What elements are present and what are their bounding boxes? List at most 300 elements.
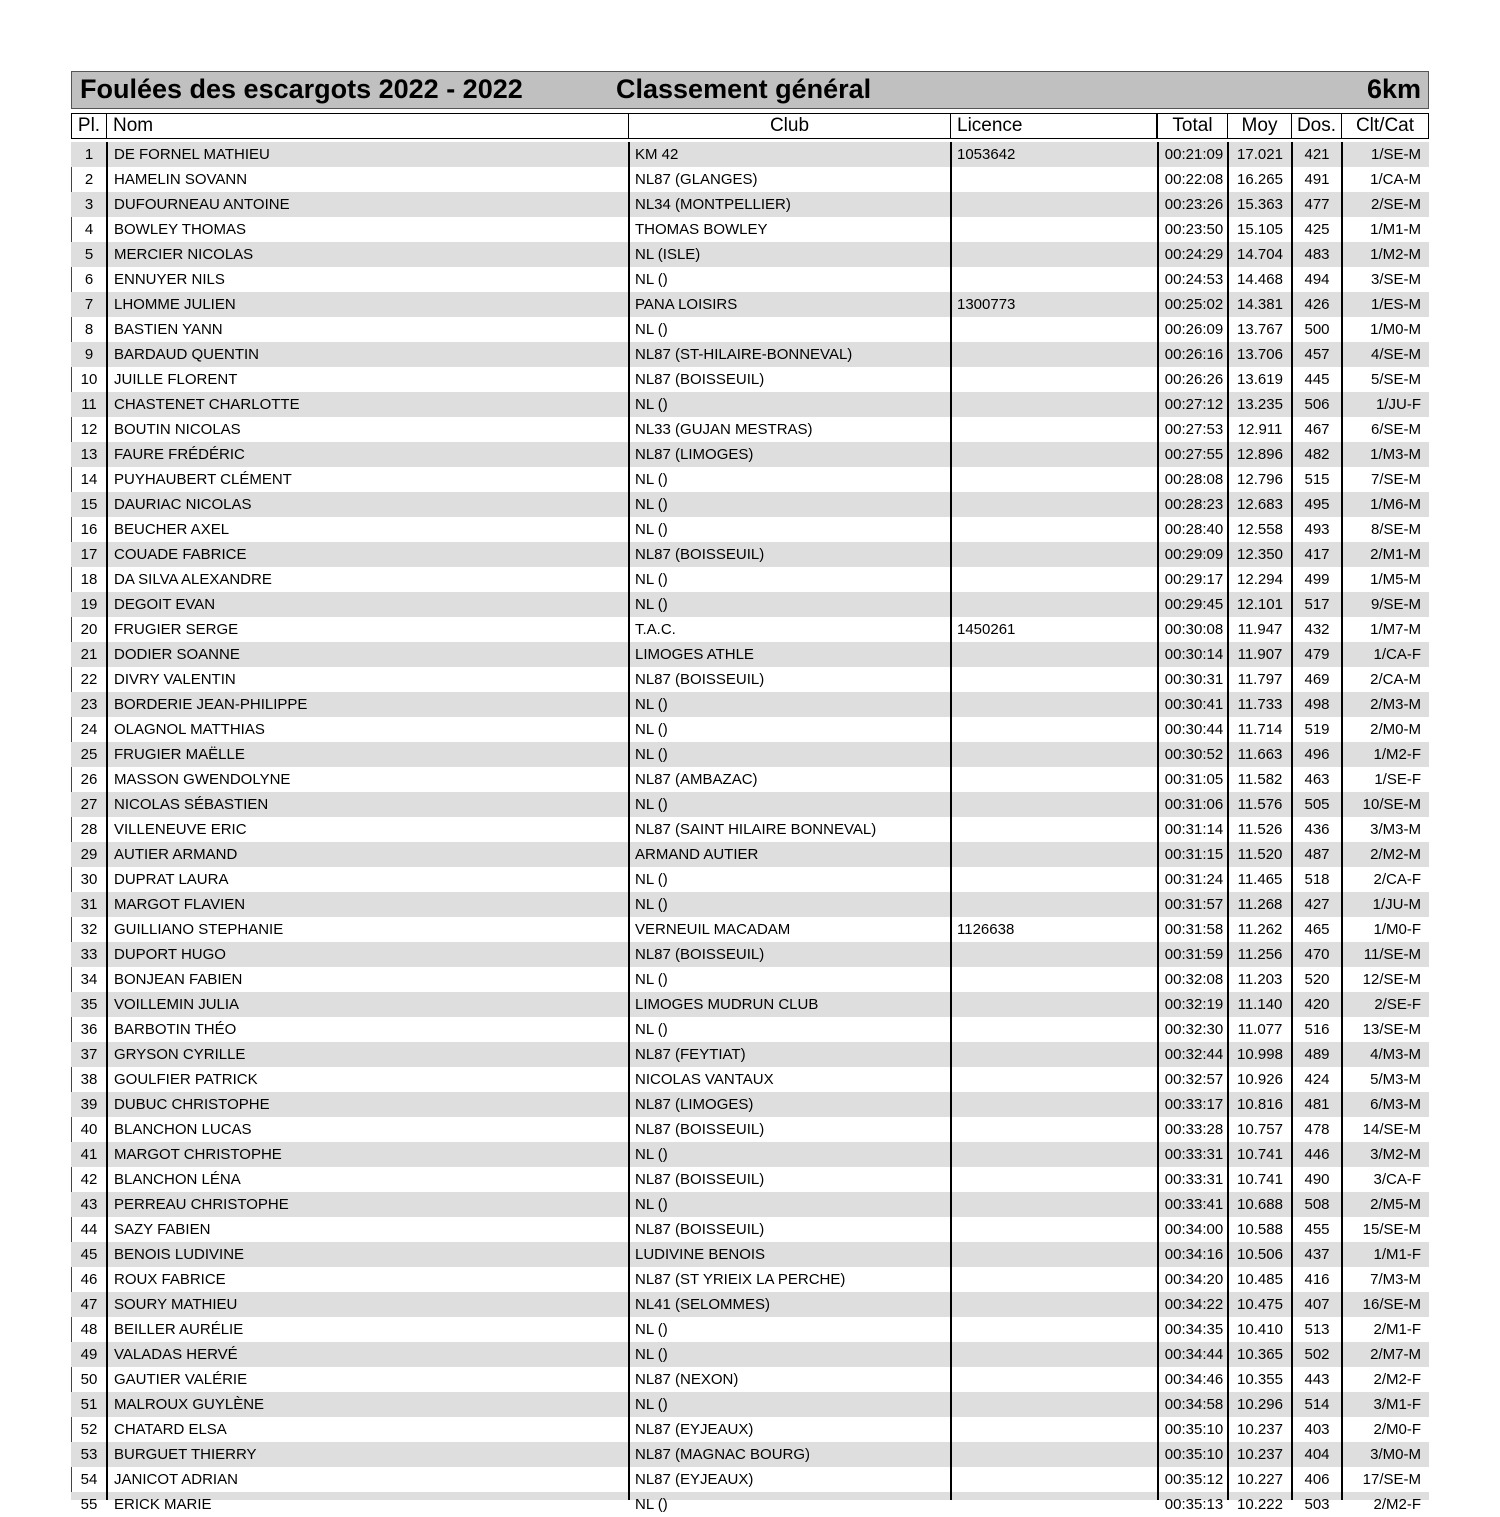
cell-club: NL () — [635, 496, 668, 513]
cell-licence — [957, 1442, 1153, 1467]
cell-total: 00:26:26 — [1164, 371, 1224, 388]
cell-place: 44 — [80, 1221, 98, 1238]
table-row — [71, 792, 1429, 817]
cell-place: 15 — [80, 496, 98, 513]
cell-total: 00:28:08 — [1164, 471, 1224, 488]
cell-total: 00:24:53 — [1164, 271, 1224, 288]
col-header-total: Total — [1157, 113, 1228, 139]
cell-club: NL87 (FEYTIAT) — [635, 1046, 746, 1063]
cell-total: 00:30:14 — [1164, 646, 1224, 663]
cell-bib: 483 — [1304, 246, 1330, 263]
cell-bib: 479 — [1304, 646, 1330, 663]
cell-cat: 1/M2-F — [1373, 746, 1421, 763]
cell-total: 00:31:15 — [1164, 846, 1224, 863]
cell-bib: 420 — [1304, 996, 1330, 1013]
table-row — [71, 392, 1429, 417]
cell-avg: 12.896 — [1237, 446, 1283, 463]
cell-cat: 1/CA-M — [1370, 171, 1421, 188]
table-row — [71, 742, 1429, 767]
cell-cat: 10/SE-M — [1362, 796, 1421, 813]
cell-total: 00:29:45 — [1164, 596, 1224, 613]
cell-name: MARGOT CHRISTOPHE — [114, 1146, 282, 1163]
cell-licence — [957, 1117, 1153, 1142]
table-row — [71, 1142, 1429, 1167]
cell-total: 00:31:58 — [1164, 921, 1224, 938]
cell-place: 46 — [80, 1271, 98, 1288]
cell-place: 1 — [84, 146, 94, 163]
cell-place: 50 — [80, 1371, 98, 1388]
cell-club: NL87 (BOISSEUIL) — [635, 1121, 765, 1138]
cell-avg: 10.757 — [1237, 1121, 1283, 1138]
cell-club: KM 42 — [635, 146, 679, 163]
cell-club: NL () — [635, 871, 668, 888]
cell-bib: 499 — [1304, 571, 1330, 588]
cell-club: NL41 (SELOMMES) — [635, 1296, 771, 1313]
cell-name: FAURE FRÉDÉRIC — [114, 446, 245, 463]
cell-club: NL () — [635, 746, 668, 763]
cell-place: 28 — [80, 821, 98, 838]
cell-total: 00:34:22 — [1164, 1296, 1224, 1313]
cell-total: 00:34:44 — [1164, 1346, 1224, 1363]
cell-bib: 421 — [1304, 146, 1330, 163]
cell-avg: 10.296 — [1237, 1396, 1283, 1413]
cell-bib: 437 — [1304, 1246, 1330, 1263]
table-row — [71, 1367, 1429, 1392]
cell-club: NL () — [635, 721, 668, 738]
cell-name: BLANCHON LUCAS — [114, 1121, 252, 1138]
cell-club: NL87 (BOISSEUIL) — [635, 371, 765, 388]
cell-licence — [957, 1417, 1153, 1442]
cell-club: NL87 (BOISSEUIL) — [635, 671, 765, 688]
cell-total: 00:27:12 — [1164, 396, 1224, 413]
cell-total: 00:30:52 — [1164, 746, 1224, 763]
cell-licence — [957, 192, 1153, 217]
table-row — [71, 667, 1429, 692]
cell-name: HAMELIN SOVANN — [114, 171, 248, 188]
cell-licence — [957, 442, 1153, 467]
cell-club: LIMOGES ATHLE — [635, 646, 754, 663]
cell-cat: 12/SE-M — [1362, 971, 1421, 988]
cell-licence — [957, 517, 1153, 542]
cell-avg: 17.021 — [1237, 146, 1283, 163]
cell-place: 39 — [80, 1096, 98, 1113]
cell-name: BEUCHER AXEL — [114, 521, 230, 538]
cell-total: 00:31:24 — [1164, 871, 1224, 888]
cell-cat: 1/SE-M — [1370, 146, 1421, 163]
table-row — [71, 892, 1429, 917]
cell-club: NL87 (AMBAZAC) — [635, 771, 758, 788]
table-row — [71, 442, 1429, 467]
cell-avg: 12.683 — [1237, 496, 1283, 513]
cell-total: 00:33:31 — [1164, 1146, 1224, 1163]
cell-place: 30 — [80, 871, 98, 888]
cell-avg: 10.816 — [1237, 1096, 1283, 1113]
cell-name: DEGOIT EVAN — [114, 596, 216, 613]
cell-cat: 5/M3-M — [1370, 1071, 1421, 1088]
cell-avg: 10.237 — [1237, 1446, 1283, 1463]
cell-cat: 1/M7-M — [1370, 621, 1421, 638]
cell-cat: 1/M5-M — [1370, 571, 1421, 588]
cell-club: PANA LOISIRS — [635, 296, 738, 313]
cell-place: 54 — [80, 1471, 98, 1488]
cell-total: 00:24:29 — [1164, 246, 1224, 263]
cell-cat: 11/SE-M — [1363, 946, 1421, 963]
cell-place: 52 — [80, 1421, 98, 1438]
cell-total: 00:28:40 — [1164, 521, 1224, 538]
cell-total: 00:21:09 — [1164, 146, 1224, 163]
col-header-bib: Dos. — [1291, 113, 1342, 139]
col-header-name: Nom — [106, 113, 629, 139]
cell-place: 48 — [80, 1321, 98, 1338]
cell-avg: 12.558 — [1237, 521, 1283, 538]
cell-club: NL () — [635, 521, 668, 538]
cell-cat: 2/M1-F — [1373, 1321, 1421, 1338]
cell-total: 00:30:31 — [1164, 671, 1224, 688]
cell-avg: 11.526 — [1237, 821, 1283, 838]
cell-name: GAUTIER VALÉRIE — [114, 1371, 248, 1388]
cell-cat: 2/M1-M — [1370, 546, 1421, 563]
cell-licence — [957, 367, 1153, 392]
cell-licence — [957, 317, 1153, 342]
cell-club: NL87 (MAGNAC BOURG) — [635, 1446, 811, 1463]
cell-bib: 490 — [1304, 1171, 1330, 1188]
cell-cat: 4/M3-M — [1370, 1046, 1421, 1063]
cell-name: GRYSON CYRILLE — [114, 1046, 246, 1063]
table-row — [71, 592, 1429, 617]
cell-bib: 463 — [1304, 771, 1330, 788]
cell-cat: 17/SE-M — [1362, 1471, 1421, 1488]
cell-licence — [957, 392, 1153, 417]
cell-avg: 11.268 — [1237, 896, 1283, 913]
cell-place: 13 — [80, 446, 98, 463]
cell-bib: 496 — [1304, 746, 1330, 763]
cell-licence — [957, 842, 1153, 867]
table-row — [71, 1392, 1429, 1417]
cell-place: 51 — [80, 1396, 98, 1413]
cell-bib: 503 — [1304, 1496, 1330, 1513]
cell-cat: 2/SE-M — [1370, 196, 1421, 213]
cell-place: 49 — [80, 1346, 98, 1363]
table-row — [71, 1317, 1429, 1342]
cell-name: JANICOT ADRIAN — [114, 1471, 238, 1488]
cell-name: DAURIAC NICOLAS — [114, 496, 252, 513]
cell-name: BURGUET THIERRY — [114, 1446, 257, 1463]
cell-club: NL () — [635, 896, 668, 913]
cell-name: CHATARD ELSA — [114, 1421, 227, 1438]
column-divider — [950, 142, 952, 1500]
cell-bib: 506 — [1304, 396, 1330, 413]
cell-avg: 16.265 — [1237, 171, 1283, 188]
cell-place: 38 — [80, 1071, 98, 1088]
ranking-title: Classement général — [616, 74, 872, 104]
cell-cat: 7/SE-M — [1370, 471, 1421, 488]
table-row — [71, 617, 1429, 642]
cell-place: 5 — [84, 246, 94, 263]
cell-place: 53 — [80, 1446, 98, 1463]
cell-name: DE FORNEL MATHIEU — [114, 146, 270, 163]
table-row — [71, 1492, 1429, 1513]
table-row — [71, 242, 1429, 267]
cell-cat: 3/M0-M — [1370, 1446, 1421, 1463]
cell-name: SOURY MATHIEU — [114, 1296, 238, 1313]
cell-club: T.A.C. — [635, 621, 676, 638]
cell-licence — [957, 1392, 1153, 1417]
cell-licence: 1053642 — [957, 146, 1016, 163]
cell-total: 00:31:59 — [1164, 946, 1224, 963]
cell-bib: 443 — [1304, 1371, 1330, 1388]
cell-licence — [957, 1142, 1153, 1167]
cell-bib: 513 — [1304, 1321, 1330, 1338]
cell-total: 00:26:09 — [1164, 321, 1224, 338]
cell-place: 43 — [80, 1196, 98, 1213]
cell-licence — [957, 792, 1153, 817]
table-row — [71, 1017, 1429, 1042]
cell-licence — [957, 342, 1153, 367]
cell-club: NL () — [635, 596, 668, 613]
cell-name: PERREAU CHRISTOPHE — [114, 1196, 289, 1213]
cell-cat: 2/M7-M — [1370, 1346, 1421, 1363]
title-bar — [71, 71, 1429, 109]
cell-club: NL () — [635, 396, 668, 413]
cell-cat: 2/SE-F — [1374, 996, 1421, 1013]
cell-cat: 1/ES-M — [1370, 296, 1421, 313]
table-row — [71, 192, 1429, 217]
cell-cat: 2/M0-F — [1373, 1421, 1421, 1438]
cell-total: 00:31:06 — [1164, 796, 1224, 813]
cell-total: 00:33:31 — [1164, 1171, 1224, 1188]
table-row — [71, 1267, 1429, 1292]
cell-cat: 2/M0-M — [1370, 721, 1421, 738]
cell-bib: 470 — [1304, 946, 1330, 963]
cell-licence — [957, 1017, 1153, 1042]
cell-licence — [957, 1492, 1153, 1517]
cell-licence — [957, 767, 1153, 792]
cell-bib: 500 — [1304, 321, 1330, 338]
cell-name: BOUTIN NICOLAS — [114, 421, 241, 438]
table-row — [71, 717, 1429, 742]
cell-bib: 465 — [1304, 921, 1330, 938]
cell-club: NL () — [635, 1321, 668, 1338]
cell-name: MALROUX GUYLÈNE — [114, 1396, 265, 1413]
table-row — [71, 167, 1429, 192]
cell-name: BARBOTIN THÉO — [114, 1021, 237, 1038]
cell-name: GOULFIER PATRICK — [114, 1071, 258, 1088]
cell-club: NL87 (LIMOGES) — [635, 446, 754, 463]
cell-place: 35 — [80, 996, 98, 1013]
cell-place: 40 — [80, 1121, 98, 1138]
cell-bib: 494 — [1304, 271, 1330, 288]
cell-total: 00:33:41 — [1164, 1196, 1224, 1213]
cell-total: 00:30:08 — [1164, 621, 1224, 638]
cell-avg: 12.350 — [1237, 546, 1283, 563]
cell-bib: 455 — [1304, 1221, 1330, 1238]
cell-club: NL33 (GUJAN MESTRAS) — [635, 421, 813, 438]
cell-avg: 10.237 — [1237, 1421, 1283, 1438]
cell-avg: 10.998 — [1237, 1046, 1283, 1063]
table-row — [71, 342, 1429, 367]
cell-name: DA SILVA ALEXANDRE — [114, 571, 272, 588]
distance-label: 6km — [1366, 74, 1421, 104]
cell-cat: 1/SE-F — [1374, 771, 1421, 788]
table-row — [71, 1442, 1429, 1467]
cell-club: NL () — [635, 1146, 668, 1163]
cell-avg: 10.741 — [1237, 1146, 1283, 1163]
cell-cat: 1/M1-M — [1370, 221, 1421, 238]
cell-avg: 10.410 — [1237, 1321, 1283, 1338]
cell-name: DUPRAT LAURA — [114, 871, 229, 888]
cell-total: 00:35:10 — [1164, 1446, 1224, 1463]
cell-cat: 15/SE-M — [1362, 1221, 1421, 1238]
cell-cat: 1/JU-F — [1376, 396, 1421, 413]
cell-licence: 1450261 — [957, 621, 1016, 638]
cell-bib: 432 — [1304, 621, 1330, 638]
cell-avg: 12.911 — [1237, 421, 1283, 438]
cell-total: 00:34:58 — [1164, 1396, 1224, 1413]
cell-club: NL () — [635, 271, 668, 288]
cell-cat: 7/M3-M — [1370, 1271, 1421, 1288]
cell-club: NL () — [635, 696, 668, 713]
cell-avg: 10.926 — [1237, 1071, 1283, 1088]
col-header-cat: Clt/Cat — [1341, 113, 1429, 139]
cell-licence — [957, 992, 1153, 1017]
cell-avg: 10.355 — [1237, 1371, 1283, 1388]
cell-cat: 2/CA-F — [1373, 871, 1421, 888]
table-row — [71, 1042, 1429, 1067]
cell-avg: 10.588 — [1237, 1221, 1283, 1238]
cell-cat: 2/M2-F — [1373, 1371, 1421, 1388]
cell-bib: 487 — [1304, 846, 1330, 863]
cell-place: 12 — [80, 421, 98, 438]
cell-avg: 11.907 — [1237, 646, 1283, 663]
cell-licence — [957, 1267, 1153, 1292]
cell-bib: 406 — [1304, 1471, 1330, 1488]
cell-avg: 10.485 — [1237, 1271, 1283, 1288]
cell-name: BLANCHON LÉNA — [114, 1171, 241, 1188]
results-table-body — [71, 142, 1429, 1513]
cell-name: MERCIER NICOLAS — [114, 246, 254, 263]
cell-place: 16 — [80, 521, 98, 538]
cell-name: MASSON GWENDOLYNE — [114, 771, 291, 788]
cell-cat: 2/CA-M — [1370, 671, 1421, 688]
cell-avg: 12.294 — [1237, 571, 1283, 588]
cell-avg: 11.262 — [1237, 921, 1283, 938]
column-divider — [1341, 142, 1343, 1500]
table-row — [71, 967, 1429, 992]
cell-avg: 11.140 — [1237, 996, 1283, 1013]
cell-bib: 498 — [1304, 696, 1330, 713]
cell-cat: 1/M2-M — [1370, 246, 1421, 263]
cell-place: 41 — [80, 1146, 98, 1163]
cell-place: 55 — [80, 1496, 98, 1513]
table-row — [71, 1092, 1429, 1117]
table-row — [71, 1117, 1429, 1142]
table-row — [71, 142, 1429, 167]
cell-avg: 13.706 — [1237, 346, 1283, 363]
cell-name: ROUX FABRICE — [114, 1271, 226, 1288]
cell-club: NL87 (LIMOGES) — [635, 1096, 754, 1113]
cell-licence — [957, 1242, 1153, 1267]
cell-place: 45 — [80, 1246, 98, 1263]
cell-total: 00:23:50 — [1164, 221, 1224, 238]
table-row — [71, 492, 1429, 517]
cell-bib: 407 — [1304, 1296, 1330, 1313]
cell-bib: 477 — [1304, 196, 1330, 213]
table-row — [71, 1292, 1429, 1317]
cell-cat: 1/M6-M — [1370, 496, 1421, 513]
cell-cat: 1/M0-F — [1373, 921, 1421, 938]
cell-place: 18 — [80, 571, 98, 588]
cell-name: MARGOT FLAVIEN — [114, 896, 246, 913]
cell-place: 3 — [84, 196, 94, 213]
table-row — [71, 367, 1429, 392]
cell-cat: 3/SE-M — [1370, 271, 1421, 288]
cell-bib: 469 — [1304, 671, 1330, 688]
cell-cat: 3/M1-F — [1373, 1396, 1421, 1413]
cell-total: 00:27:53 — [1164, 421, 1224, 438]
cell-licence — [957, 717, 1153, 742]
cell-total: 00:31:57 — [1164, 896, 1224, 913]
cell-licence — [957, 467, 1153, 492]
cell-total: 00:30:41 — [1164, 696, 1224, 713]
cell-avg: 11.203 — [1237, 971, 1283, 988]
cell-club: NL () — [635, 1021, 668, 1038]
cell-place: 9 — [84, 346, 94, 363]
cell-avg: 11.256 — [1237, 946, 1283, 963]
cell-bib: 515 — [1304, 471, 1330, 488]
cell-licence — [957, 692, 1153, 717]
cell-total: 00:34:35 — [1164, 1321, 1224, 1338]
cell-bib: 491 — [1304, 171, 1330, 188]
cell-cat: 8/SE-M — [1370, 521, 1421, 538]
cell-place: 25 — [80, 746, 98, 763]
cell-bib: 417 — [1304, 546, 1330, 563]
cell-place: 32 — [80, 921, 98, 938]
table-row — [71, 542, 1429, 567]
cell-name: VOILLEMIN JULIA — [114, 996, 240, 1013]
cell-avg: 11.947 — [1237, 621, 1283, 638]
cell-name: BONJEAN FABIEN — [114, 971, 243, 988]
cell-cat: 2/M2-F — [1373, 1496, 1421, 1513]
table-row — [71, 217, 1429, 242]
cell-name: ERICK MARIE — [114, 1496, 212, 1513]
cell-club: NL () — [635, 1346, 668, 1363]
cell-licence — [957, 892, 1153, 917]
cell-name: VALADAS HERVÉ — [114, 1346, 238, 1363]
cell-licence — [957, 567, 1153, 592]
cell-avg: 10.365 — [1237, 1346, 1283, 1363]
cell-cat: 5/SE-M — [1370, 371, 1421, 388]
cell-bib: 427 — [1304, 896, 1330, 913]
cell-club: LUDIVINE BENOIS — [635, 1246, 766, 1263]
cell-licence — [957, 642, 1153, 667]
table-row — [71, 567, 1429, 592]
cell-club: NL () — [635, 571, 668, 588]
cell-licence — [957, 267, 1153, 292]
cell-place: 6 — [84, 271, 94, 288]
cell-name: BASTIEN YANN — [114, 321, 223, 338]
cell-cat: 13/SE-M — [1362, 1021, 1421, 1038]
cell-place: 27 — [80, 796, 98, 813]
cell-club: NL87 (BOISSEUIL) — [635, 1171, 765, 1188]
cell-cat: 1/M0-M — [1370, 321, 1421, 338]
cell-licence — [957, 1367, 1153, 1392]
cell-bib: 403 — [1304, 1421, 1330, 1438]
cell-name: VILLENEUVE ERIC — [114, 821, 247, 838]
cell-place: 33 — [80, 946, 98, 963]
cell-club: NL34 (MONTPELLIER) — [635, 196, 791, 213]
table-row — [71, 1167, 1429, 1192]
cell-place: 11 — [81, 396, 97, 413]
